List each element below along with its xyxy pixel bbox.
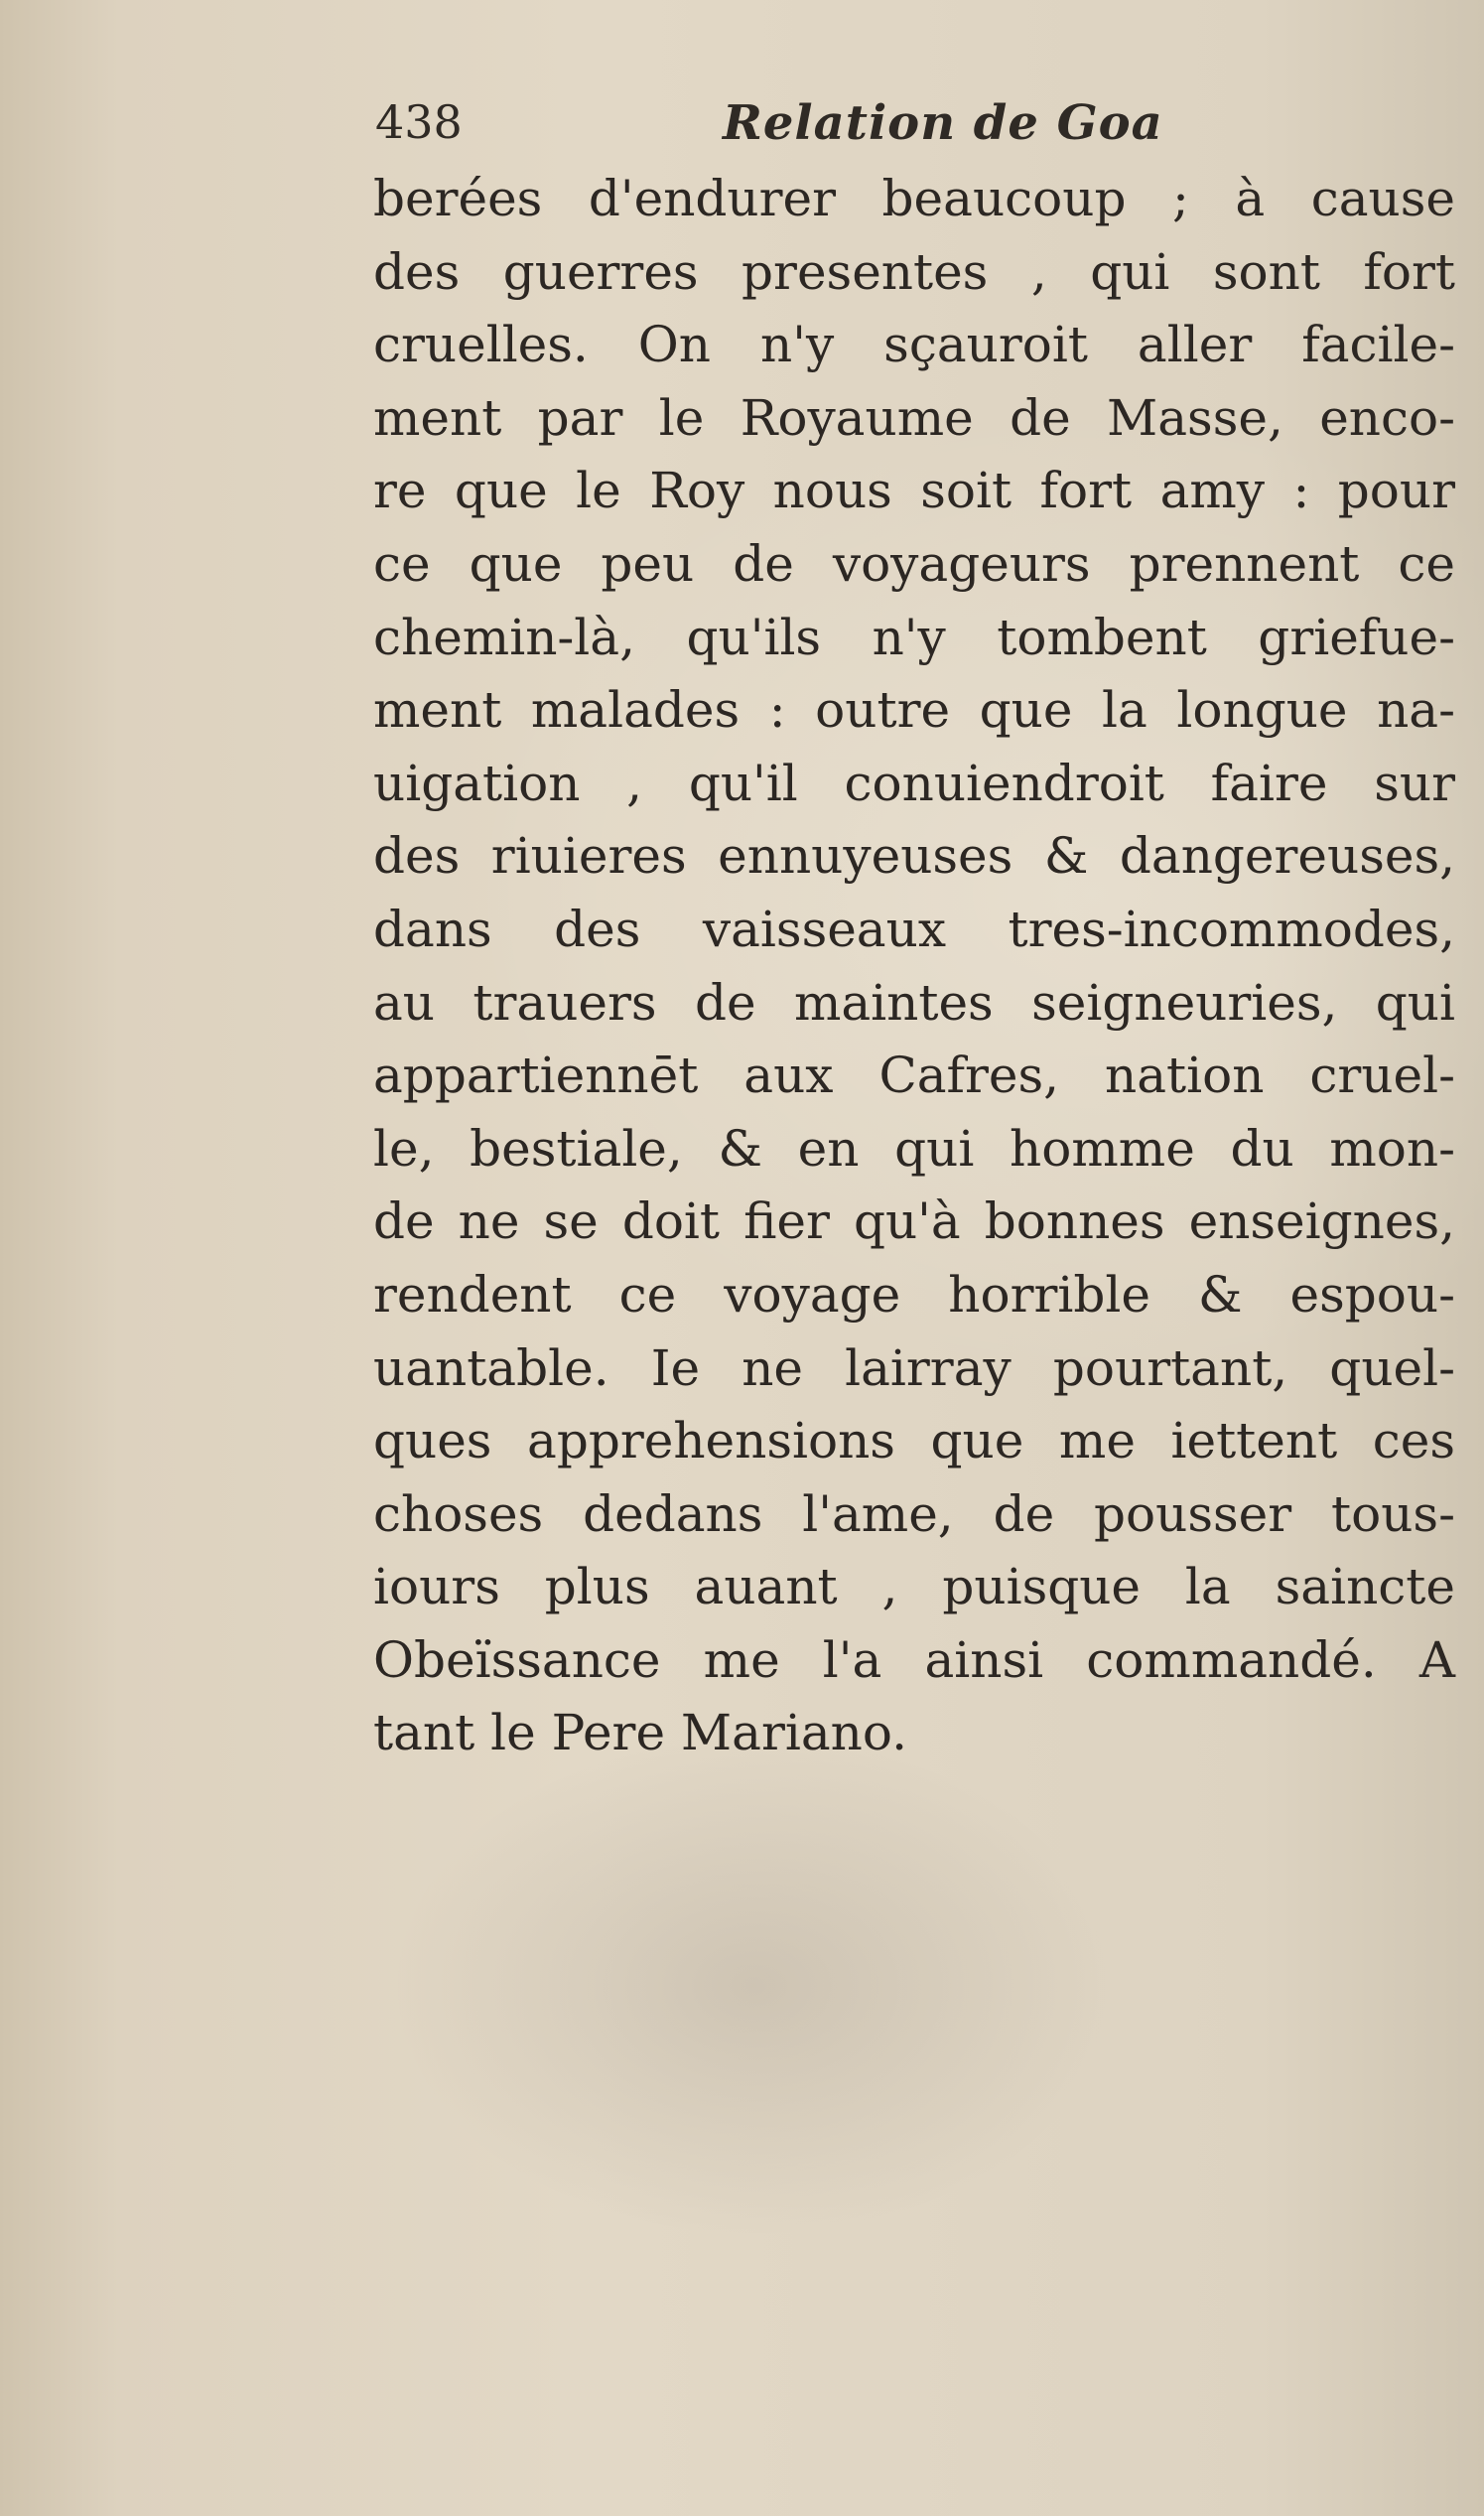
text-line: choses dedans l'ame, de pousser tous- <box>373 1484 1455 1543</box>
text-line: berées d'endurer beaucoup ; à cause <box>373 170 1455 227</box>
show-through-reverse-page <box>377 1807 1479 2403</box>
text-line: dans des vaisseaux tres-incommodes, <box>373 900 1455 958</box>
text-line: des riuieres ennuyeuses & dangereuses, <box>373 827 1455 886</box>
text-line: iours plus auant , puisque la saincte <box>373 1558 1455 1616</box>
text-line: uantable. Ie ne lairray pourtant, quel- <box>373 1338 1455 1397</box>
page-number: 438 <box>375 95 463 149</box>
text-line: ques apprehensions que me iettent ces <box>373 1412 1455 1470</box>
text-line: appartiennēt aux Cafres, nation cruel- <box>373 1047 1455 1105</box>
text-line: cruelles. On n'y sçauroit aller facile- <box>373 316 1455 374</box>
text-line: chemin-là, qu'ils n'y tombent griefue- <box>373 608 1455 666</box>
text-line: des guerres presentes , qui sont fort <box>373 242 1455 301</box>
body-text <box>373 163 1455 1770</box>
text-line: Obeïssance me l'a ainsi commandé. A <box>373 1630 1455 1689</box>
text-line: de ne se doit fier qu'à bonnes enseignes, <box>373 1192 1455 1251</box>
text-line-last: tant le Pere Mariano. <box>373 1704 907 1762</box>
text-line: ce que peu de voyageurs prennent ce <box>373 534 1455 593</box>
text-line: re que le Roy nous soit fort amy : pour <box>373 462 1455 520</box>
running-head: Relation de Goa <box>723 95 1163 151</box>
text-line: ment par le Royaume de Masse, enco- <box>373 388 1455 447</box>
text-line: ment malades : outre que la longue na- <box>373 681 1455 740</box>
text-line: rendent ce voyage horrible & espou- <box>373 1265 1455 1324</box>
text-line: uigation , qu'il conuiendroit faire sur <box>373 754 1455 812</box>
text-line: au trauers de maintes seigneuries, qui <box>373 973 1455 1032</box>
text-line: le, bestiale, & en qui homme du mon- <box>373 1119 1455 1178</box>
